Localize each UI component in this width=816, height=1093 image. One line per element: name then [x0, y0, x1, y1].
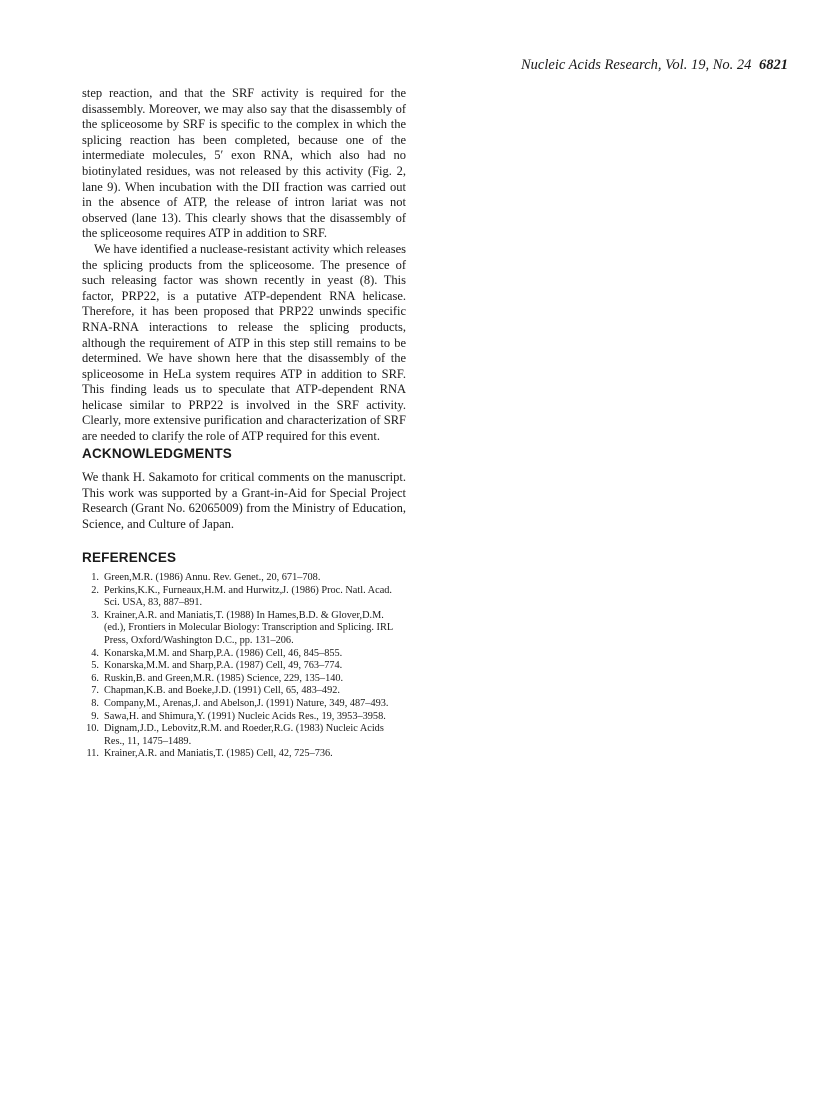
- references-heading: REFERENCES: [82, 550, 177, 565]
- reference-number: 2.: [91, 584, 99, 596]
- reference-text: Chapman,K.B. and Boeke,J.D. (1991) Cell, 65, 483–492.: [104, 685, 340, 697]
- reference-item: [84, 685, 406, 698]
- reference-item: [84, 711, 406, 724]
- body-text: [82, 86, 406, 445]
- acknowledgments-text: We thank H. Sakamoto for critical comments on the manuscript. This work was supported by a Grant-in-Aid for Special Project Research (Grant No. 62065009) from the Ministry of Education, Science, and Culture of Japan.: [82, 470, 406, 531]
- references-section: [82, 550, 406, 565]
- reference-number: 6.: [91, 672, 99, 684]
- reference-number: 10.: [86, 723, 99, 735]
- reference-item: [84, 660, 406, 673]
- reference-number: 11.: [86, 748, 99, 760]
- running-header: [521, 57, 788, 74]
- paragraph: step reaction, and that the SRF activity is required for the disassembly. Moreover, we may also say that the disassembly of the spliceosome by SRF is specific to the complex in which the splicing reaction has been completed, because one of the intermediate molecules, 5′ exon RNA, which also had no biotinylated residues, was not released by this activity (Fig. 2, lane 9). When incubation with the DII fraction was carried out in the absence of ATP, the release of intron lariat was not observed (lane 13). This clearly shows that the disassembly of the spliceosome requires ATP in addition to SRF.: [82, 86, 406, 241]
- reference-item: [84, 572, 406, 585]
- acknowledgments-section: [82, 446, 406, 461]
- reference-number: 8.: [91, 697, 99, 709]
- reference-item: [84, 610, 406, 648]
- reference-item: [84, 698, 406, 711]
- reference-text: Krainer,A.R. and Maniatis,T. (1985) Cell, 42, 725–736.: [104, 748, 333, 760]
- reference-text: Dignam,J.D., Lebovitz,R.M. and Roeder,R.G. (1983) Nucleic Acids Res., 11, 1475–1489.: [104, 723, 384, 747]
- paragraph: We have identified a nuclease-resistant activity which releases the splicing products from the spliceosome. The presence of such releasing factor was shown recently in yeast (8). This factor, PRP22, is a putative ATP-dependent RNA helicase. Therefore, it has been proposed that PRP22 unwinds specific RNA-RNA interactions to release the splicing products, although the requirement of ATP in this step still remains to be determined. We have shown here that the disassembly of the spliceosome in HeLa system requires ATP in addition to SRF. This finding leads us to speculate that ATP-dependent RNA helicase similar to PRP22 is involved in the SRF activity. Clearly, more extensive purification and characterization of SRF are needed to clarify the role of ATP required for this event.: [82, 241, 406, 444]
- reference-number: 1.: [91, 572, 99, 583]
- reference-item: [84, 673, 406, 686]
- reference-number: 9.: [91, 710, 99, 722]
- reference-number: 5.: [91, 660, 99, 672]
- reference-text: Company,M., Arenas,J. and Abelson,J. (1991) Nature, 349, 487–493.: [104, 697, 389, 709]
- reference-number: 3.: [91, 609, 99, 621]
- reference-text: Perkins,K.K., Furneaux,H.M. and Hurwitz,J. (1986) Proc. Natl. Acad. Sci. USA, 83, 887–891.: [104, 584, 392, 609]
- page-number: 6821: [759, 57, 788, 73]
- reference-text: Konarska,M.M. and Sharp,P.A. (1987) Cell, 49, 763–774.: [104, 660, 343, 672]
- reference-number: 4.: [91, 647, 99, 659]
- references-list: [84, 572, 406, 761]
- journal-citation: Nucleic Acids Research, Vol. 19, No. 24: [521, 57, 752, 73]
- acknowledgments-heading: ACKNOWLEDGMENTS: [82, 446, 232, 461]
- reference-text: Krainer,A.R. and Maniatis,T. (1988) In Hames,B.D. & Glover,D.M. (ed.), Frontiers in Molecular Biology: Transcription and Splicing. IRL Press, Oxford/Washington D.C., pp. 131–206.: [104, 609, 393, 646]
- reference-number: 7.: [91, 685, 99, 697]
- reference-item: [84, 723, 406, 748]
- reference-text: Green,M.R. (1986) Annu. Rev. Genet., 20, 671–708.: [104, 572, 321, 583]
- reference-text: Konarska,M.M. and Sharp,P.A. (1986) Cell, 46, 845–855.: [104, 647, 343, 659]
- reference-text: Sawa,H. and Shimura,Y. (1991) Nucleic Acids Res., 19, 3953–3958.: [104, 710, 386, 722]
- reference-item: [84, 748, 406, 761]
- reference-text: Ruskin,B. and Green,M.R. (1985) Science, 229, 135–140.: [104, 672, 344, 684]
- references-list-container: [84, 572, 406, 761]
- reference-item: [84, 648, 406, 661]
- acknowledgments-body: [82, 470, 406, 532]
- reference-item: [84, 585, 406, 610]
